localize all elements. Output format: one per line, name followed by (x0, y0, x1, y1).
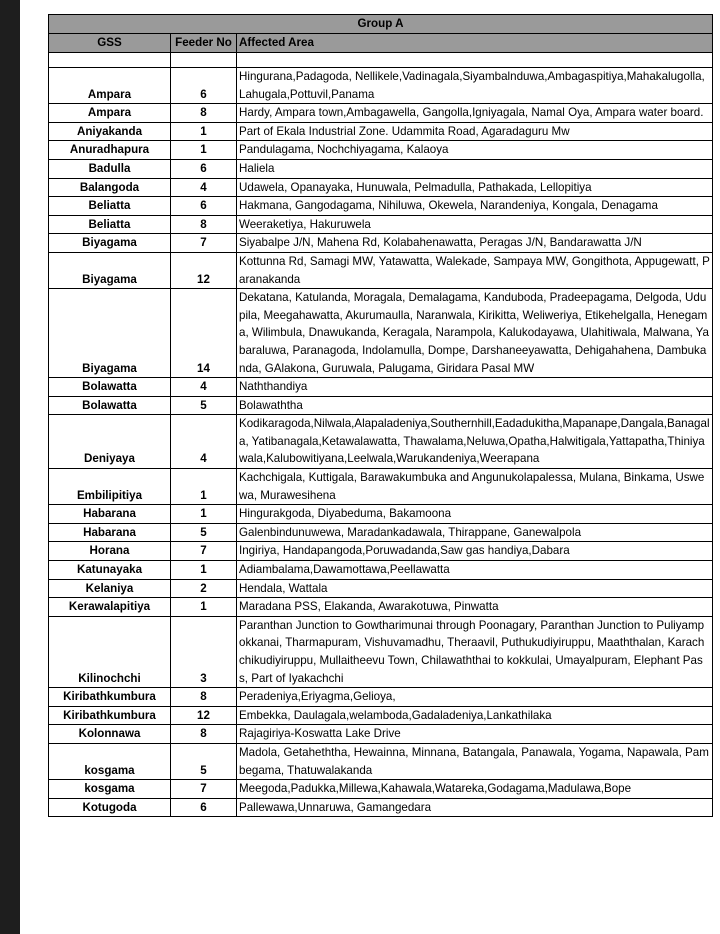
table-row (49, 743, 713, 779)
table-row (49, 234, 713, 253)
table-row (49, 505, 713, 524)
gss-cell: Biyagama (49, 289, 171, 378)
table-row (49, 616, 713, 687)
feeder-cell: 4 (171, 378, 237, 397)
feeder-cell: 4 (171, 415, 237, 469)
feeder-cell: 8 (171, 215, 237, 234)
area-cell: Rajagiriya-Koswatta Lake Drive (237, 725, 713, 744)
area-cell: Haliela (237, 159, 713, 178)
gss-cell: Kiribathkumbura (49, 706, 171, 725)
gss-cell: Kerawalapitiya (49, 598, 171, 617)
feeder-cell: 8 (171, 104, 237, 123)
feeder-cell: 5 (171, 743, 237, 779)
feeder-cell: 8 (171, 688, 237, 707)
area-cell: Adiambalama,Dawamottawa,Peellawatta (237, 561, 713, 580)
gss-cell: Kelaniya (49, 579, 171, 598)
table-row (49, 469, 713, 505)
area-cell: Meegoda,Padukka,Millewa,Kahawala,Watareka,Godagama,Madulawa,Bope (237, 780, 713, 799)
feeder-cell: 14 (171, 289, 237, 378)
area-cell: Hardy, Ampara town,Ambagawella, Gangolla,Igniyagala, Namal Oya, Ampara water board. (237, 104, 713, 123)
feeder-cell: 5 (171, 523, 237, 542)
feeder-cell: 1 (171, 598, 237, 617)
gss-cell: Ampara (49, 104, 171, 123)
feeder-cell: 7 (171, 542, 237, 561)
table-row (49, 725, 713, 744)
area-cell: Hingurakgoda, Diyabeduma, Bakamoona (237, 505, 713, 524)
gss-cell: Beliatta (49, 215, 171, 234)
table-row (49, 159, 713, 178)
feeder-cell: 2 (171, 579, 237, 598)
table-row (49, 289, 713, 378)
feeder-cell: 6 (171, 197, 237, 216)
table-row (49, 598, 713, 617)
area-cell: Maradana PSS, Elakanda, Awarakotuwa, Pinwatta (237, 598, 713, 617)
gss-cell: Badulla (49, 159, 171, 178)
area-cell: Udawela, Opanayaka, Hunuwala, Pelmadulla, Pathakada, Lellopitiya (237, 178, 713, 197)
area-cell: Paranthan Junction to Gowtharimunai through Poonagary, Paranthan Junction to Puliyampokkanai, Tharmapuram, Vishuvamadhu, Theraavil, Puthukudiyiruppu, Maaththalan, Karachchikudiyiruppu, Mullaitheevu Town, Chilawaththai to kokkulai, Umayalpuram, Elephant Pass, Part of Iyakachchi (237, 616, 713, 687)
gss-cell: Kilinochchi (49, 616, 171, 687)
gss-cell: Horana (49, 542, 171, 561)
table-row (49, 178, 713, 197)
area-cell: Peradeniya,Eriyagma,Gelioya, (237, 688, 713, 707)
gss-cell: Biyagama (49, 234, 171, 253)
feeder-cell: 3 (171, 616, 237, 687)
gss-cell: Deniyaya (49, 415, 171, 469)
gss-cell: Kotugoda (49, 798, 171, 817)
gss-cell: kosgama (49, 780, 171, 799)
feeder-cell: 12 (171, 706, 237, 725)
gss-cell: Aniyakanda (49, 122, 171, 141)
area-cell: Pallewawa,Unnaruwa, Gamangedara (237, 798, 713, 817)
area-cell: Kachchigala, Kuttigala, Barawakumbuka and Angunukolapalessa, Mulana, Binkama, Uswewa, Murawesihena (237, 469, 713, 505)
feeder-cell: 6 (171, 68, 237, 104)
feeder-cell: 6 (171, 798, 237, 817)
gss-cell: Kiribathkumbura (49, 688, 171, 707)
feeder-cell: 5 (171, 396, 237, 415)
area-cell: Embekka, Daulagala,welamboda,Gadaladeniya,Lankathilaka (237, 706, 713, 725)
area-cell: Ingiriya, Handapangoda,Poruwadanda,Saw gas handiya,Dabara (237, 542, 713, 561)
table-row (49, 197, 713, 216)
area-cell: Bolawaththa (237, 396, 713, 415)
table-row (49, 542, 713, 561)
table-row (49, 122, 713, 141)
header-affected-area: Affected Area (237, 34, 713, 53)
blank-row (49, 53, 713, 68)
feeder-cell: 8 (171, 725, 237, 744)
gss-cell: Habarana (49, 523, 171, 542)
feeder-cell: 1 (171, 469, 237, 505)
table-row (49, 415, 713, 469)
table-row (49, 561, 713, 580)
group-header-row (49, 15, 713, 34)
gss-cell: Beliatta (49, 197, 171, 216)
gss-cell: Katunayaka (49, 561, 171, 580)
table-row (49, 68, 713, 104)
header-gss: GSS (49, 34, 171, 53)
feeder-cell: 1 (171, 505, 237, 524)
blank-cell (237, 53, 713, 68)
table-row (49, 688, 713, 707)
area-cell: Hendala, Wattala (237, 579, 713, 598)
feeder-cell: 12 (171, 252, 237, 288)
blank-cell (49, 53, 171, 68)
table-row (49, 706, 713, 725)
feeder-cell: 1 (171, 122, 237, 141)
gss-cell: Anuradhapura (49, 141, 171, 160)
area-cell: Naththandiya (237, 378, 713, 397)
gss-cell: Biyagama (49, 252, 171, 288)
gss-cell: Habarana (49, 505, 171, 524)
header-feeder-no: Feeder No (171, 34, 237, 53)
table-row (49, 141, 713, 160)
group-title: Group A (49, 15, 713, 34)
table-row (49, 396, 713, 415)
column-header-row (49, 34, 713, 53)
gss-cell: Ampara (49, 68, 171, 104)
area-cell: Kodikaragoda,Nilwala,Alapaladeniya,Southernhill,Eadadukitha,Mapanape,Dangala,Banagala, Yatibanagala,Ketawalawatta, Thawalama,Neluwa,Opatha,Halwitigala,Yattapatha,Thiniyawala,Kalubowitiyana,Leelwala,Warukandeniya,Weerapana (237, 415, 713, 469)
feeder-cell: 6 (171, 159, 237, 178)
table-row (49, 104, 713, 123)
feeder-cell: 1 (171, 141, 237, 160)
table-row (49, 579, 713, 598)
area-cell: Hingurana,Padagoda, Nellikele,Vadinagala,Siyambalnduwa,Ambagaspitiya,Mahakalugolla,Lahugala,Pottuvil,Panama (237, 68, 713, 104)
area-cell: Dekatana, Katulanda, Moragala, Demalagama, Kanduboda, Pradeepagama, Delgoda, Udupila, Meegahawatta, Akurumaulla, Naranwala, Kirikitta, Weliweriya, Etikehelgalla, Henegama, Wilimbula, Dnawukanda, Keragala, Narampola, Kalukodayawa, Ulahitiwala, Malwana, Yabaraluwa, Paranagoda, Indolamulla, Dompe, Darshaneeyawatta, Dehigahahena, Dambukanda, GAlakona, Guruwala, Palugama, Giridara Pasal MW (237, 289, 713, 378)
area-cell: Part of Ekala Industrial Zone. Udammita Road, Agaradaguru Mw (237, 122, 713, 141)
area-cell: Galenbindunuwewa, Maradankadawala, Thirappane, Ganewalpola (237, 523, 713, 542)
table-row (49, 780, 713, 799)
area-cell: Weeraketiya, Hakuruwela (237, 215, 713, 234)
feeder-cell: 7 (171, 234, 237, 253)
gss-cell: Embilipitiya (49, 469, 171, 505)
area-cell: Madola, Getaheththa, Hewainna, Minnana, Batangala, Panawala, Yogama, Napawala, Pambegama, Thatuwalakanda (237, 743, 713, 779)
gss-cell: kosgama (49, 743, 171, 779)
gss-cell: Bolawatta (49, 378, 171, 397)
table-row (49, 523, 713, 542)
table-row (49, 798, 713, 817)
gss-cell: Balangoda (49, 178, 171, 197)
feeder-cell: 7 (171, 780, 237, 799)
area-cell: Kottunna Rd, Samagi MW, Yatawatta, Walekade, Sampaya MW, Gongithota, Appugewatt, Paranakanda (237, 252, 713, 288)
gss-cell: Kolonnawa (49, 725, 171, 744)
document-page (20, 0, 720, 934)
area-cell: Pandulagama, Nochchiyagama, Kalaoya (237, 141, 713, 160)
blank-cell (171, 53, 237, 68)
area-cell: Siyabalpe J/N, Mahena Rd, Kolabahenawatta, Peragas J/N, Bandarawatta J/N (237, 234, 713, 253)
feeder-cell: 4 (171, 178, 237, 197)
table-row (49, 252, 713, 288)
feeder-cell: 1 (171, 561, 237, 580)
table-row (49, 378, 713, 397)
table-row (49, 215, 713, 234)
affected-areas-table (48, 14, 713, 817)
area-cell: Hakmana, Gangodagama, Nihiluwa, Okewela, Narandeniya, Kongala, Denagama (237, 197, 713, 216)
gss-cell: Bolawatta (49, 396, 171, 415)
